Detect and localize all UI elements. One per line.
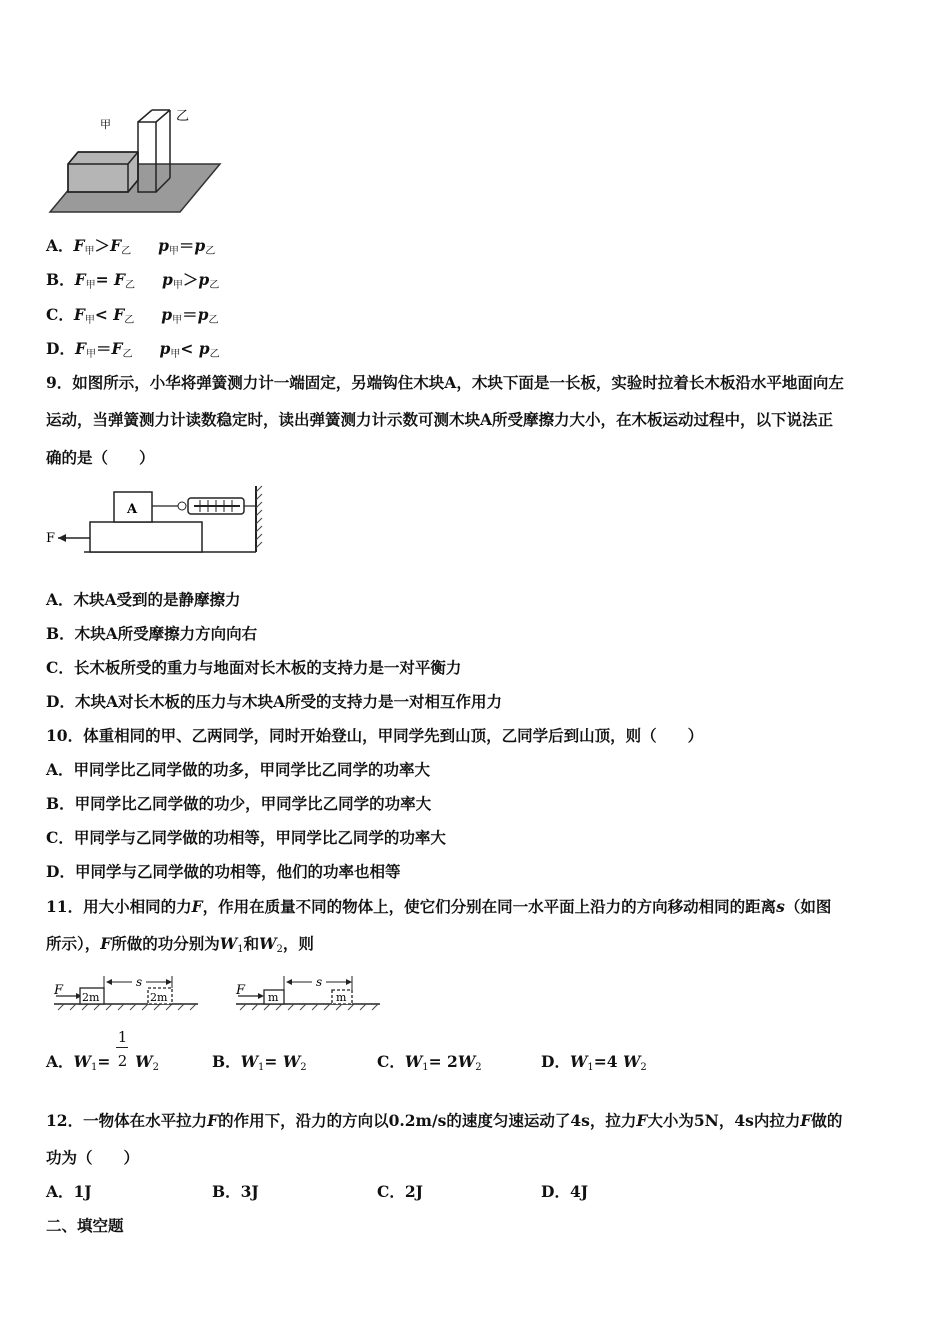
q10-option-c[interactable]: C．甲同学与乙同学做的功相等，甲同学比乙同学的功率大 (46, 828, 446, 847)
q8-option-d[interactable]: D．F甲＝F乙 p甲< p乙 (46, 339, 220, 360)
q12-option-c[interactable]: C．2J (377, 1182, 423, 1201)
q10-stem: 10．体重相同的甲、乙两同学，同时开始登山，甲同学先到山顶，乙同学后到山顶，则（ ） (46, 726, 704, 745)
q9-stem-line2: 运动，当弹簧测力计读数稳定时，读出弹簧测力计示数可测木块A所受摩擦力大小，在木板运动过程中，以下说法正 (46, 410, 834, 429)
q11-option-b[interactable]: B．$W_1= W_2$ (212, 1052, 307, 1073)
q9-option-d[interactable]: D．木块A对长木板的压力与木块A所受的支持力是一对相互作用力 (46, 692, 502, 711)
q9-stem-line3: 确的是（ ） (46, 448, 155, 467)
fig8-label-yi: 乙 (176, 108, 190, 123)
q10-option-a[interactable]: A．甲同学比乙同学做的功多，甲同学比乙同学的功率大 (46, 760, 431, 779)
q11-fig-right-force: F (236, 983, 246, 998)
q11-fig-right-distance: s (316, 975, 323, 989)
fig8-label-jia: 甲 (100, 119, 111, 131)
q11-fig-right-mass: m (268, 991, 279, 1004)
q11-option-d[interactable]: D．$W_1=4$ $W_2$ (541, 1052, 647, 1073)
q8-option-b[interactable]: B．F甲= F乙 p甲＞p乙 (46, 270, 220, 291)
q12-option-d[interactable]: D．4J (541, 1182, 589, 1201)
q11-fig-left-force: F (54, 983, 64, 998)
q11-fraction: $\frac{1}{2}$ (117, 1028, 128, 1070)
q9-fig-block-label: A (127, 502, 138, 517)
q12-stem-line2: 功为（ ） (46, 1148, 140, 1167)
q11-fig-right-mass-dashed: m (336, 991, 347, 1004)
q11-option-c[interactable]: C．$W_1= 2W_2$ (377, 1052, 482, 1073)
q11-stem-line1: 11．用大小相同的力F，作用在质量不同的物体上，使它们分别在同一水平面上沿力的方向移动相同的距离s（如图 (46, 897, 832, 916)
section-heading: 二、填空题 (46, 1216, 124, 1235)
q9-option-a[interactable]: A．木块A受到的是静摩擦力 (46, 590, 241, 609)
q9-figure (44, 482, 274, 572)
q9-option-b[interactable]: B．木块A所受摩擦力方向向右 (46, 624, 258, 643)
q11-figure-right (234, 972, 384, 1016)
q8-figure (40, 100, 240, 220)
q8-option-c[interactable]: C．F甲< F乙 p甲＝p乙 (46, 305, 219, 326)
q10-option-d[interactable]: D．甲同学与乙同学做的功相等，他们的功率也相等 (46, 862, 401, 881)
q11-fig-left-distance: s (136, 975, 143, 989)
q9-option-c[interactable]: C．长木板所受的重力与地面对长木板的支持力是一对平衡力 (46, 658, 462, 677)
q8-option-a[interactable]: A．F甲＞F乙 p甲＝p乙 (46, 236, 216, 257)
q11-figure-left (52, 972, 202, 1016)
q9-stem-line1: 9．如图所示，小华将弹簧测力计一端固定，另端钩住木块A，木块下面是一长板，实验时拉着长木板沿水平地面向左 (46, 373, 844, 392)
q9-fig-force-label: F (46, 531, 56, 546)
q12-option-a[interactable]: A．1J (46, 1182, 92, 1201)
q12-stem-line1: 12．一物体在水平拉力F的作用下，沿力的方向以0.2m/s的速度匀速运动了4s，拉力F大小为5N，4s内拉力F做的 (46, 1111, 843, 1130)
q11-fig-left-mass: 2m (82, 991, 100, 1004)
q10-option-b[interactable]: B．甲同学比乙同学做的功少，甲同学比乙同学的功率大 (46, 794, 432, 813)
q11-fig-left-mass-dashed: 2m (150, 991, 168, 1004)
q11-option-a[interactable]: A．$W_1=$ $\frac{1}{2}$ $W_2$ (46, 1028, 159, 1073)
q12-option-b[interactable]: B．3J (212, 1182, 259, 1201)
q11-stem-line2: 所示），F所做的功分别为$W_1$和$W_2$，则 (46, 934, 314, 955)
